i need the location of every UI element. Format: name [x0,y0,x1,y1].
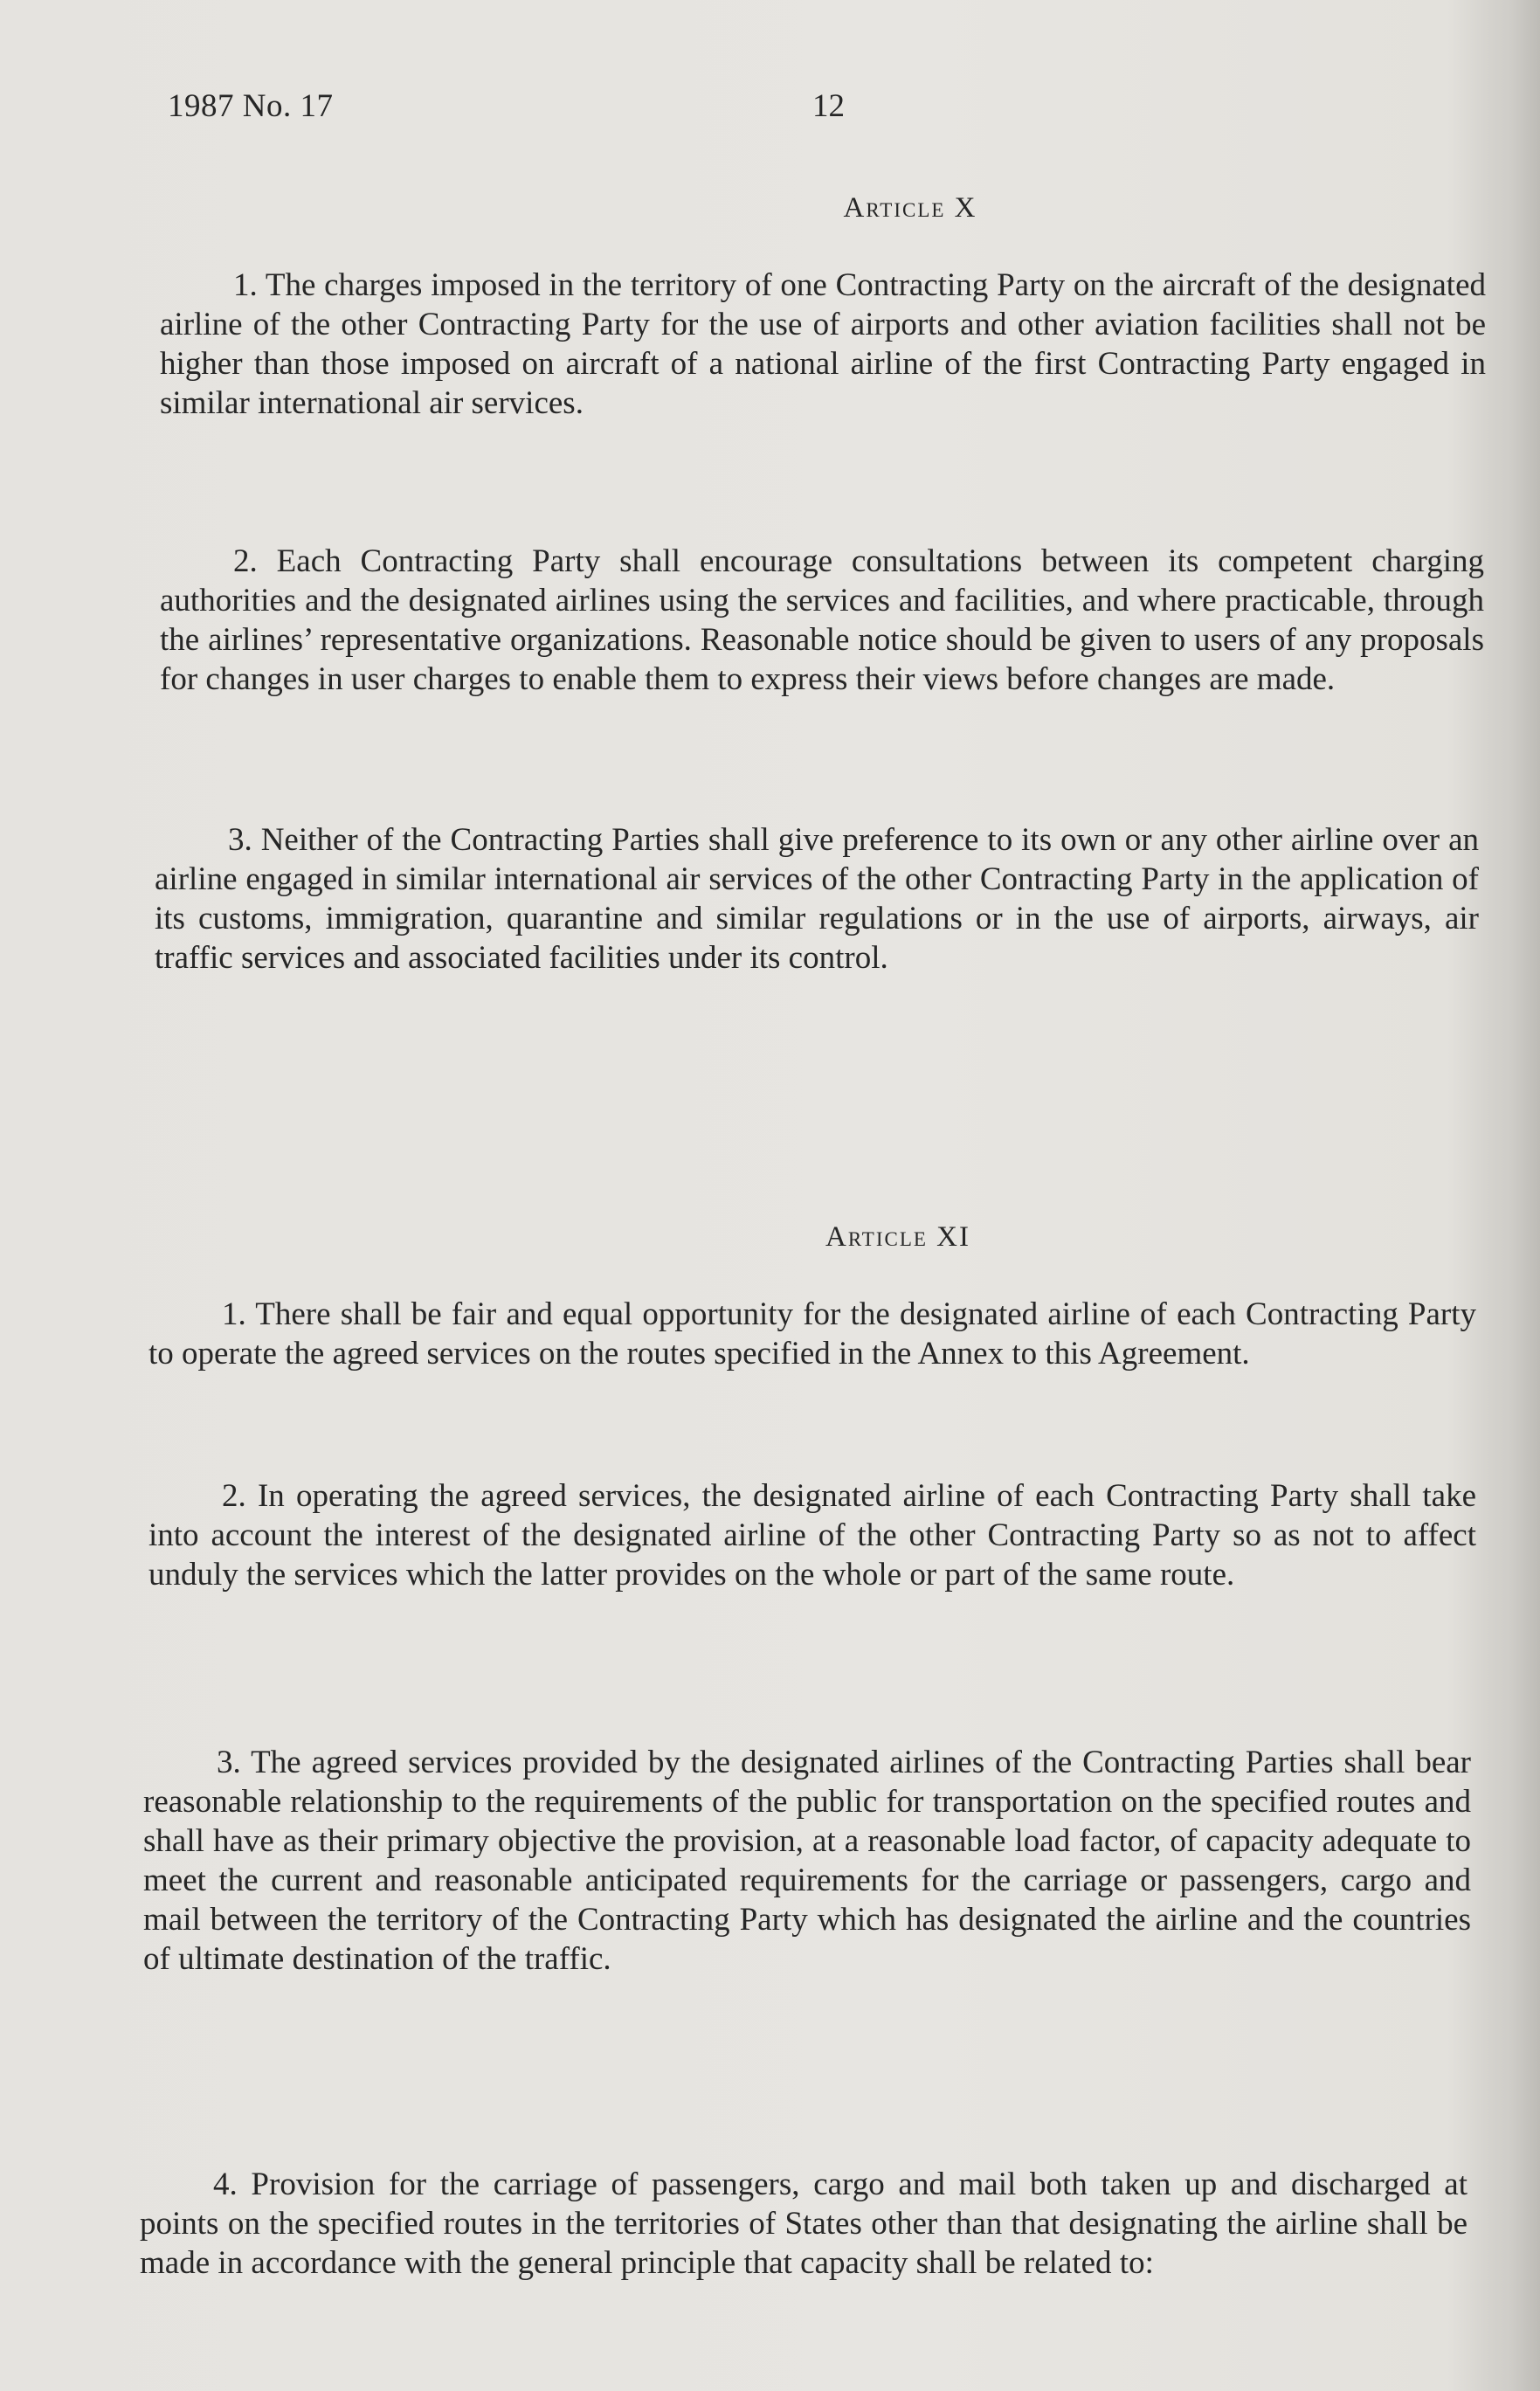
article-x-paragraph-1: 1. The charges imposed in the territory of one Contracting Party on the aircraft of the designated airline of the other Contracting Party for the use of airports and other aviation facilities shall not be higher than those imposed on aircraft of a national airline of the first Contracting Party engaged in similar international air services. [160,267,1486,421]
page-edge-shadow [1510,0,1540,2391]
page-number: 12 [812,88,845,124]
document-reference: 1987 No. 17 [168,88,334,124]
article-x-paragraph-2: 2. Each Contracting Party shall encourage consultations between its competent charging authorities and the designated airlines using the services and facilities, and where practicable, through the airlines’ representative organizations. Reasonable notice should be given to users of any proposals for changes in user charges to enable them to express their views before changes are made. [160,543,1484,697]
article-xi-paragraph-3: 3. The agreed services provided by the designated airlines of the Contracting Parties shall bear reasonable relationship to the requirements of the public for transportation on the specified routes and shall have as their primary objective the provision, at a reasonable load factor, of capacity adequate to meet the current and reasonable anticipated requirements for the carriage or passengers, cargo and mail between the territory of the Contracting Party which has designated the airline and the countries of ultimate destination of the traffic. [143,1745,1471,1977]
article-xi-heading: Article XI [825,1221,970,1253]
article-x-heading: Article X [843,192,977,224]
article-xi-paragraph-1: 1. There shall be fair and equal opportunity for the designated airline of each Contracting Party to operate the agreed services on the routes specified in the Annex to this Agreement. [148,1296,1476,1372]
article-x-paragraph-3: 3. Neither of the Contracting Parties shall give preference to its own or any other airline over an airline engaged in similar international air services of the other Contracting Party in the application of its customs, immigration, quarantine and similar regulations or in the use of airports, airways, air traffic services and associated facilities under its control. [155,822,1479,976]
article-xi-paragraph-2: 2. In operating the agreed services, the designated airline of each Contracting Party shall take into account the interest of the designated airline of the other Contracting Party so as not to affect unduly the services which the latter provides on the whole or part of the same route. [148,1478,1476,1593]
article-xi-paragraph-4: 4. Provision for the carriage of passengers, cargo and mail both taken up and discharged at points on the specified routes in the territories of States other than that designating the airline shall be made in accordance with the general principle that capacity shall be related to: [140,2166,1467,2281]
